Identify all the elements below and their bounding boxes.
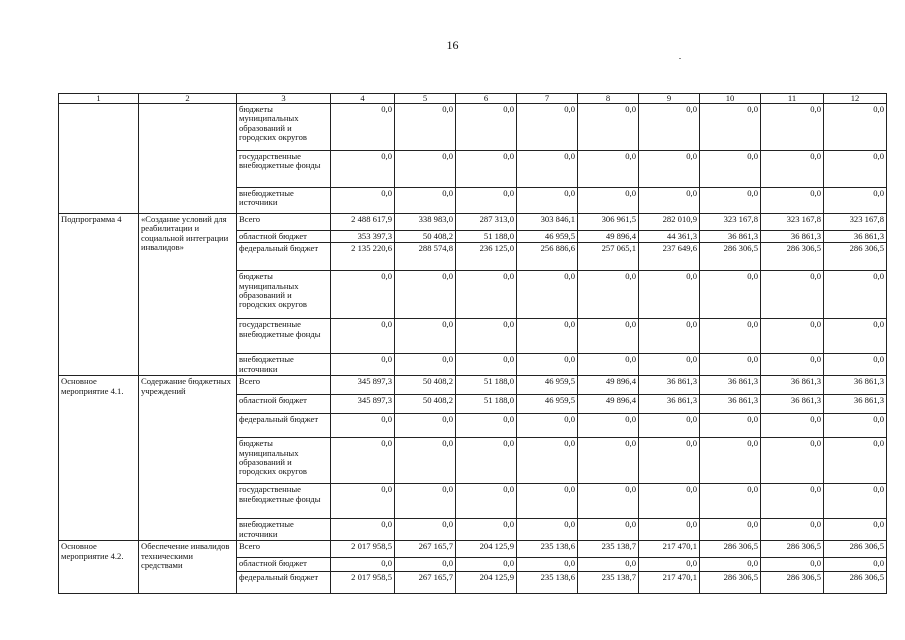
header-cell: 7	[517, 94, 578, 104]
amount-cell: 36 861,3	[824, 395, 887, 414]
amount-cell: 0,0	[700, 354, 761, 376]
amount-cell: 0,0	[517, 519, 578, 541]
amount-cell: 0,0	[517, 438, 578, 484]
amount-cell: 50 408,2	[395, 376, 456, 395]
amount-cell: 217 470,1	[639, 572, 700, 594]
amount-cell: 286 306,5	[700, 572, 761, 594]
amount-cell: 0,0	[761, 414, 824, 438]
program-cell: Основное мероприятие 4.1.	[59, 376, 139, 541]
amount-cell: 0,0	[824, 319, 887, 354]
amount-cell: 2 488 617,9	[331, 214, 395, 231]
header-cell: 12	[824, 94, 887, 104]
amount-cell: 0,0	[639, 438, 700, 484]
header-cell: 4	[331, 94, 395, 104]
amount-cell: 0,0	[700, 558, 761, 572]
amount-cell: 0,0	[517, 558, 578, 572]
program-cell: Основное мероприятие 4.2.	[59, 541, 139, 594]
amount-cell: 256 886,6	[517, 243, 578, 271]
funding-source-cell: бюджеты муниципальных образований и городских округов	[237, 271, 331, 319]
amount-cell: 51 188,0	[456, 395, 517, 414]
amount-cell: 235 138,6	[517, 541, 578, 558]
amount-cell: 0,0	[824, 414, 887, 438]
amount-cell: 2 017 958,5	[331, 572, 395, 594]
amount-cell: 236 125,0	[456, 243, 517, 271]
amount-cell: 49 896,4	[578, 376, 639, 395]
amount-cell: 0,0	[331, 104, 395, 151]
amount-cell: 0,0	[395, 151, 456, 188]
amount-cell: 49 896,4	[578, 395, 639, 414]
amount-cell: 286 306,5	[761, 243, 824, 271]
amount-cell: 36 861,3	[700, 231, 761, 243]
amount-cell: 235 138,7	[578, 541, 639, 558]
amount-cell: 0,0	[578, 438, 639, 484]
amount-cell: 0,0	[761, 519, 824, 541]
amount-cell: 0,0	[456, 558, 517, 572]
amount-cell: 0,0	[700, 319, 761, 354]
amount-cell: 0,0	[761, 319, 824, 354]
amount-cell: 0,0	[824, 558, 887, 572]
amount-cell: 0,0	[395, 104, 456, 151]
amount-cell: 0,0	[517, 151, 578, 188]
amount-cell: 0,0	[700, 414, 761, 438]
amount-cell: 353 397,3	[331, 231, 395, 243]
funding-source-cell: бюджеты муниципальных образований и городских округов	[237, 104, 331, 151]
header-cell: 1	[59, 94, 139, 104]
amount-cell: 0,0	[639, 484, 700, 519]
amount-cell: 0,0	[761, 104, 824, 151]
amount-cell: 50 408,2	[395, 395, 456, 414]
amount-cell: 204 125,9	[456, 541, 517, 558]
amount-cell: 286 306,5	[824, 541, 887, 558]
program-title-cell: «Создание условий для реабилитации и социальной интеграции инвалидов»	[139, 214, 237, 376]
funding-source-cell: областной бюджет	[237, 558, 331, 572]
amount-cell: 0,0	[761, 354, 824, 376]
amount-cell: 0,0	[456, 319, 517, 354]
program-cell	[59, 104, 139, 214]
amount-cell: 0,0	[395, 519, 456, 541]
amount-cell: 36 861,3	[639, 376, 700, 395]
amount-cell: 0,0	[578, 271, 639, 319]
amount-cell: 36 861,3	[761, 231, 824, 243]
amount-cell: 235 138,7	[578, 572, 639, 594]
amount-cell: 0,0	[517, 319, 578, 354]
header-cell: 6	[456, 94, 517, 104]
amount-cell: 287 313,0	[456, 214, 517, 231]
amount-cell: 2 135 220,6	[331, 243, 395, 271]
amount-cell: 235 138,6	[517, 572, 578, 594]
amount-cell: 0,0	[824, 354, 887, 376]
amount-cell: 44 361,3	[639, 231, 700, 243]
amount-cell: 0,0	[331, 519, 395, 541]
header-row	[59, 94, 887, 104]
header-cell: 10	[700, 94, 761, 104]
table-row	[59, 104, 887, 151]
amount-cell: 286 306,5	[824, 572, 887, 594]
amount-cell: 323 167,8	[824, 214, 887, 231]
amount-cell: 46 959,5	[517, 395, 578, 414]
amount-cell: 36 861,3	[824, 376, 887, 395]
scan-speck	[679, 58, 681, 59]
amount-cell: 0,0	[761, 558, 824, 572]
header-cell: 5	[395, 94, 456, 104]
amount-cell: 0,0	[761, 271, 824, 319]
funding-source-cell: внебюджетные источники	[237, 188, 331, 214]
funding-source-cell: федеральный бюджет	[237, 414, 331, 438]
amount-cell: 0,0	[395, 414, 456, 438]
funding-source-cell: областной бюджет	[237, 231, 331, 243]
amount-cell: 0,0	[700, 271, 761, 319]
amount-cell: 0,0	[578, 414, 639, 438]
funding-source-cell: федеральный бюджет	[237, 243, 331, 271]
amount-cell: 2 017 958,5	[331, 541, 395, 558]
amount-cell: 51 188,0	[456, 231, 517, 243]
amount-cell: 0,0	[456, 414, 517, 438]
amount-cell: 288 574,8	[395, 243, 456, 271]
amount-cell: 0,0	[578, 319, 639, 354]
amount-cell: 303 846,1	[517, 214, 578, 231]
amount-cell: 345 897,3	[331, 376, 395, 395]
amount-cell: 0,0	[761, 438, 824, 484]
amount-cell: 323 167,8	[700, 214, 761, 231]
amount-cell: 267 165,7	[395, 572, 456, 594]
page-number: 16	[446, 38, 459, 52]
budget-table	[58, 93, 887, 594]
amount-cell: 0,0	[331, 188, 395, 214]
header-cell: 3	[237, 94, 331, 104]
amount-cell: 0,0	[517, 188, 578, 214]
amount-cell: 36 861,3	[824, 231, 887, 243]
amount-cell: 217 470,1	[639, 541, 700, 558]
amount-cell: 323 167,8	[761, 214, 824, 231]
amount-cell: 0,0	[578, 188, 639, 214]
amount-cell: 51 188,0	[456, 376, 517, 395]
amount-cell: 0,0	[761, 484, 824, 519]
amount-cell: 36 861,3	[700, 395, 761, 414]
funding-source-cell: бюджеты муниципальных образований и городских округов	[237, 438, 331, 484]
amount-cell: 0,0	[331, 151, 395, 188]
amount-cell: 0,0	[395, 558, 456, 572]
amount-cell: 0,0	[578, 354, 639, 376]
amount-cell: 0,0	[517, 354, 578, 376]
amount-cell: 0,0	[578, 484, 639, 519]
amount-cell: 0,0	[700, 484, 761, 519]
amount-cell: 0,0	[331, 484, 395, 519]
amount-cell: 0,0	[578, 558, 639, 572]
amount-cell: 286 306,5	[824, 243, 887, 271]
amount-cell: 46 959,5	[517, 376, 578, 395]
amount-cell: 306 961,5	[578, 214, 639, 231]
header-cell: 8	[578, 94, 639, 104]
amount-cell: 49 896,4	[578, 231, 639, 243]
table-row	[59, 376, 887, 395]
amount-cell: 0,0	[700, 104, 761, 151]
amount-cell: 0,0	[395, 271, 456, 319]
funding-source-cell: федеральный бюджет	[237, 572, 331, 594]
funding-source-cell: внебюджетные источники	[237, 354, 331, 376]
amount-cell: 0,0	[639, 519, 700, 541]
amount-cell: 286 306,5	[700, 541, 761, 558]
funding-source-cell: государственные внебюджетные фонды	[237, 319, 331, 354]
amount-cell: 0,0	[824, 271, 887, 319]
amount-cell: 0,0	[639, 271, 700, 319]
amount-cell: 0,0	[824, 438, 887, 484]
amount-cell: 0,0	[639, 188, 700, 214]
funding-source-cell: Всего	[237, 214, 331, 231]
amount-cell: 0,0	[700, 438, 761, 484]
amount-cell: 0,0	[639, 104, 700, 151]
amount-cell: 36 861,3	[639, 395, 700, 414]
table-row	[59, 214, 887, 231]
amount-cell: 0,0	[456, 519, 517, 541]
amount-cell: 237 649,6	[639, 243, 700, 271]
funding-source-cell: Всего	[237, 541, 331, 558]
amount-cell: 0,0	[331, 438, 395, 484]
amount-cell: 0,0	[331, 558, 395, 572]
amount-cell: 0,0	[639, 354, 700, 376]
amount-cell: 0,0	[517, 271, 578, 319]
amount-cell: 0,0	[456, 151, 517, 188]
amount-cell: 0,0	[395, 188, 456, 214]
amount-cell: 0,0	[824, 484, 887, 519]
funding-source-cell: Всего	[237, 376, 331, 395]
program-cell: Подпрограмма 4	[59, 214, 139, 376]
amount-cell: 338 983,0	[395, 214, 456, 231]
amount-cell: 0,0	[761, 151, 824, 188]
amount-cell: 0,0	[824, 151, 887, 188]
funding-source-cell: областной бюджет	[237, 395, 331, 414]
amount-cell: 0,0	[456, 354, 517, 376]
amount-cell: 0,0	[395, 319, 456, 354]
amount-cell: 46 959,5	[517, 231, 578, 243]
funding-source-cell: государственные внебюджетные фонды	[237, 484, 331, 519]
amount-cell: 0,0	[517, 484, 578, 519]
amount-cell: 0,0	[824, 104, 887, 151]
amount-cell: 0,0	[456, 484, 517, 519]
amount-cell: 0,0	[395, 438, 456, 484]
amount-cell: 0,0	[578, 151, 639, 188]
header-cell: 2	[139, 94, 237, 104]
header-cell: 9	[639, 94, 700, 104]
amount-cell: 286 306,5	[761, 541, 824, 558]
program-title-cell	[139, 104, 237, 214]
amount-cell: 286 306,5	[700, 243, 761, 271]
amount-cell: 0,0	[331, 271, 395, 319]
amount-cell: 0,0	[824, 519, 887, 541]
amount-cell: 0,0	[331, 414, 395, 438]
amount-cell: 0,0	[639, 558, 700, 572]
amount-cell: 282 010,9	[639, 214, 700, 231]
amount-cell: 267 165,7	[395, 541, 456, 558]
amount-cell: 50 408,2	[395, 231, 456, 243]
amount-cell: 0,0	[639, 151, 700, 188]
amount-cell: 0,0	[761, 188, 824, 214]
amount-cell: 0,0	[639, 414, 700, 438]
amount-cell: 0,0	[578, 104, 639, 151]
amount-cell: 0,0	[700, 151, 761, 188]
amount-cell: 0,0	[456, 104, 517, 151]
amount-cell: 0,0	[395, 484, 456, 519]
funding-source-cell: государственные внебюджетные фонды	[237, 151, 331, 188]
amount-cell: 345 897,3	[331, 395, 395, 414]
amount-cell: 0,0	[331, 319, 395, 354]
amount-cell: 0,0	[456, 438, 517, 484]
amount-cell: 0,0	[639, 319, 700, 354]
amount-cell: 0,0	[456, 188, 517, 214]
header-cell: 11	[761, 94, 824, 104]
amount-cell: 0,0	[456, 271, 517, 319]
amount-cell: 0,0	[331, 354, 395, 376]
amount-cell: 0,0	[517, 104, 578, 151]
amount-cell: 36 861,3	[761, 395, 824, 414]
program-title-cell: Содержание бюджетных учреждений	[139, 376, 237, 541]
amount-cell: 257 065,1	[578, 243, 639, 271]
amount-cell: 286 306,5	[761, 572, 824, 594]
program-title-cell: Обеспечение инвалидов техническими средствами	[139, 541, 237, 594]
funding-source-cell: внебюджетные источники	[237, 519, 331, 541]
amount-cell: 36 861,3	[761, 376, 824, 395]
amount-cell: 0,0	[578, 519, 639, 541]
amount-cell: 36 861,3	[700, 376, 761, 395]
amount-cell: 0,0	[700, 188, 761, 214]
amount-cell: 0,0	[395, 354, 456, 376]
amount-cell: 0,0	[700, 519, 761, 541]
table-row	[59, 541, 887, 558]
amount-cell: 0,0	[517, 414, 578, 438]
amount-cell: 0,0	[824, 188, 887, 214]
amount-cell: 204 125,9	[456, 572, 517, 594]
